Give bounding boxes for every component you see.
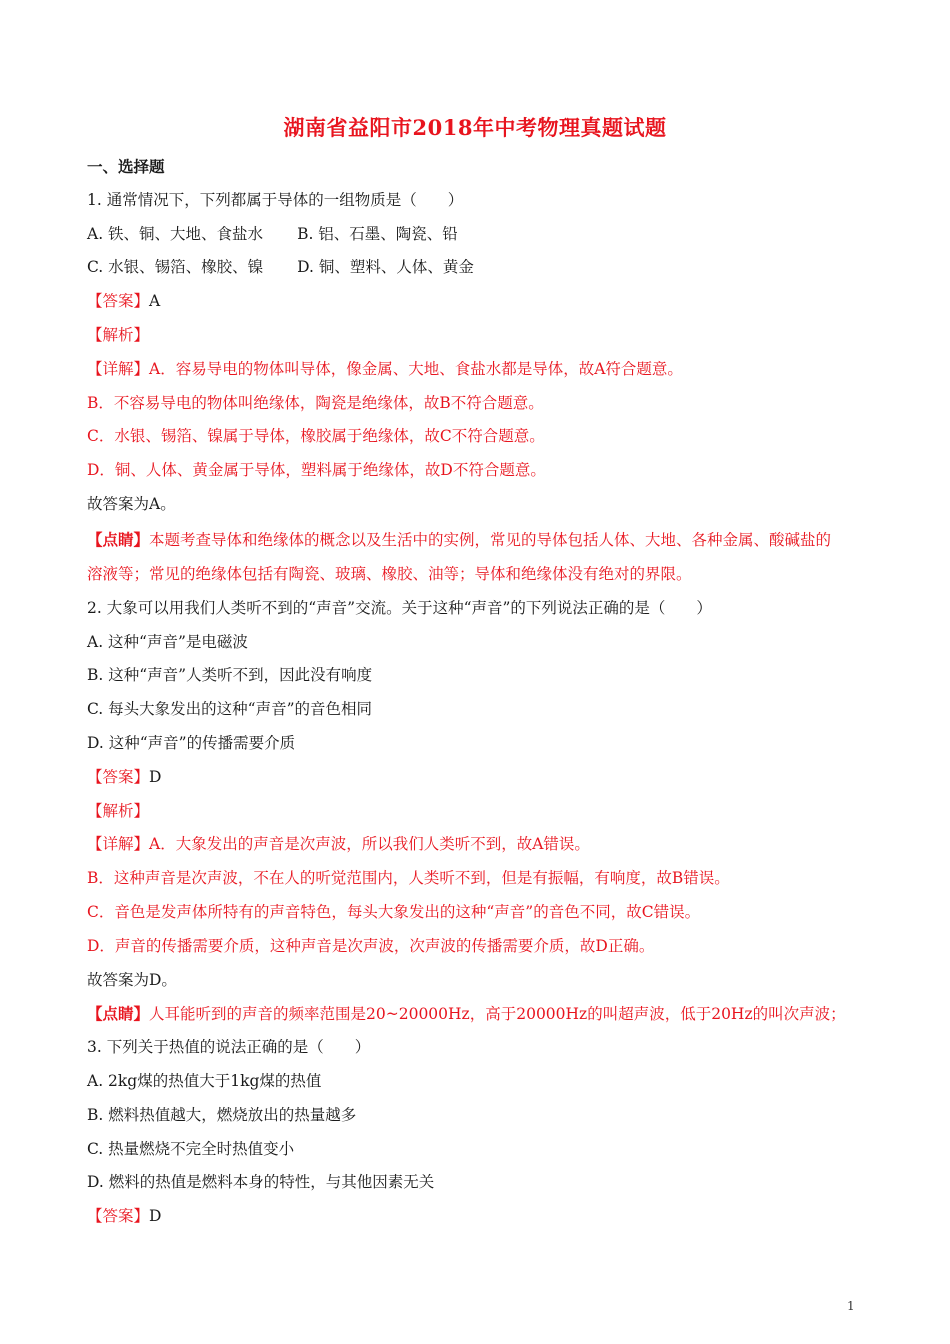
question-2-detail-3: C．音色是发声体所特有的声音特色，每头大象发出的这种“声音”的音色不同，故C错误。 [87, 902, 701, 921]
question-1-options-cd [87, 251, 877, 285]
question-1-detail-3: C．水银、锡箔、镍属于导体，橡胶属于绝缘体，故C不符合题意。 [87, 427, 545, 446]
question-2-option-b: B. 这种“声音”人类听不到，因此没有响度 [87, 666, 373, 685]
question-1-answer [87, 285, 877, 319]
question-2-comment [87, 997, 877, 1031]
question-2-detail-1 [87, 828, 877, 862]
section-heading: 一、选择题 [87, 157, 165, 176]
question-1-options-ab [87, 218, 877, 252]
answer-value: A [149, 292, 161, 311]
question-2-analysis-tag: 【解析】 [87, 801, 150, 820]
detail-tag: 【详解】 [87, 835, 150, 854]
question-1-detail-1 [87, 353, 877, 387]
answer-tag: 【答案】 [87, 292, 150, 311]
question-1-conclusion: 故答案为A。 [87, 494, 176, 513]
question-3-option-d: D. 燃料的热值是燃料本身的特性，与其他因素无关 [87, 1173, 435, 1192]
question-3-option-b: B. 燃料热值越大，燃烧放出的热量越多 [87, 1105, 357, 1124]
comment-tag: 【点睛】 [87, 1004, 150, 1024]
question-1-option-c: C. 水银、锡箔、橡胶、镍 [87, 258, 264, 277]
question-2-option-a: A. 这种“声音”是电磁波 [87, 632, 248, 651]
question-2-answer [87, 761, 877, 795]
question-1-detail-4: D．铜、人体、黄金属于导体，塑料属于绝缘体，故D不符合题意。 [87, 461, 546, 480]
detail-text: A．大象发出的声音是次声波，所以我们人类听不到，故A错误。 [149, 835, 590, 854]
question-3-stem: 3. 下列关于热值的说法正确的是（ ） [87, 1038, 371, 1057]
answer-tag: 【答案】 [87, 1207, 150, 1226]
answer-tag: 【答案】 [87, 767, 150, 786]
question-2-option-c: C. 每头大象发出的这种“声音”的音色相同 [87, 700, 373, 719]
answer-value: D [149, 767, 162, 786]
comment-text: 人耳能听到的声音的频率范围是20~20000Hz，高于20000Hz的叫超声波，低于20Hz的叫次声波； [149, 1005, 846, 1024]
question-1-stem: 1. 通常情况下，下列都属于导体的一组物质是（ ） [87, 190, 464, 209]
question-2-stem: 2. 大象可以用我们人类听不到的“声音”交流。关于这种“声音”的下列说法正确的是（ ） [87, 598, 712, 617]
page-number: 1 [847, 1299, 855, 1313]
question-1-comment [87, 522, 877, 557]
question-1-option-b: B. 铝、石墨、陶瓷、铅 [297, 224, 458, 243]
question-3-option-c: C. 热量燃烧不完全时热值变小 [87, 1139, 295, 1158]
question-2-option-d: D. 这种“声音”的传播需要介质 [87, 733, 296, 752]
comment-text: 本题考查导体和绝缘体的概念以及生活中的实例，常见的导体包括人体、大地、各种金属、酸碱盐的 [149, 530, 832, 549]
question-1-option-d: D. 铜、塑料、人体、黄金 [297, 258, 474, 277]
question-1-option-a: A. 铁、铜、大地、食盐水 [87, 224, 264, 243]
question-2-detail-2: B．这种声音是次声波，不在人的听觉范围内，人类听不到，但是有振幅，有响度，故B错误。 [87, 869, 730, 888]
comment-tag: 【点睛】 [87, 529, 150, 549]
question-2-detail-4: D．声音的传播需要介质，这种声音是次声波，次声波的传播需要介质，故D正确。 [87, 936, 655, 955]
question-1-analysis-tag: 【解析】 [87, 325, 150, 344]
question-1-detail-2: B．不容易导电的物体叫绝缘体，陶瓷是绝缘体，故B不符合题意。 [87, 393, 544, 412]
document-body [87, 150, 877, 1234]
detail-tag: 【详解】 [87, 359, 150, 378]
question-3-answer [87, 1200, 877, 1234]
answer-value: D [149, 1207, 162, 1226]
question-2-conclusion: 故答案为D。 [87, 970, 177, 989]
page-title: 湖南省益阳市2018年中考物理真题试题 [283, 115, 667, 140]
question-1-comment-cont: 溶液等；常见的绝缘体包括有陶瓷、玻璃、橡胶、油等；导体和绝缘体没有绝对的界限。 [87, 564, 692, 583]
question-3-option-a: A. 2kg煤的热值大于1kg煤的热值 [87, 1071, 322, 1090]
detail-text: A．容易导电的物体叫导体，像金属、大地、食盐水都是导体，故A符合题意。 [149, 359, 683, 378]
